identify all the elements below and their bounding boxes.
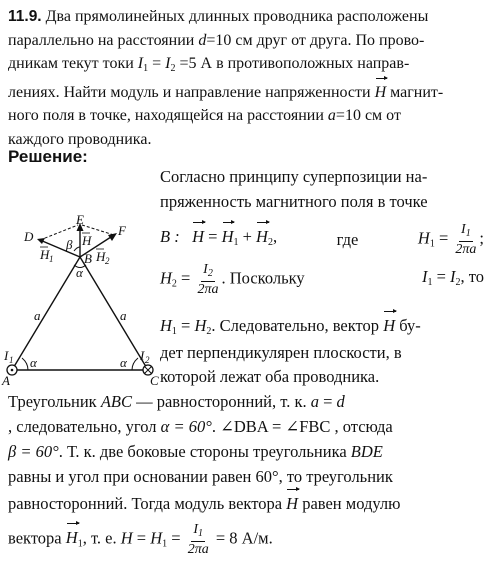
- problem-line-1: 11.9. Два прямолинейных длинных проводника расположены: [8, 8, 429, 25]
- label-h2: H: [96, 249, 106, 264]
- problem-line-4: лениях. Найти модуль и направление напряженности H магнит-: [8, 81, 484, 105]
- svg-text:2: 2: [145, 355, 150, 365]
- problem-line-3: дникам текут токи $I_1 = I_2 =5$ А в противоположных направ-: [8, 55, 410, 75]
- problem-number: 11.9.: [8, 8, 42, 25]
- fraction-h1: $\frac{I_1}{2\pi a}$: [455, 222, 477, 257]
- label-i1: I: [4, 348, 9, 363]
- solution-line-13: вектора $H_1$, т. е. $H = H_1$ = $\frac{I_1}{2\pi a}$ = 8 А/м.: [8, 522, 273, 557]
- problem-line-6: каждого проводника.: [8, 130, 152, 148]
- solution-line-7: которой лежат оба проводника.: [160, 367, 380, 386]
- angle-arc-a: [22, 358, 28, 370]
- solution-line-9: , следовательно, угол α = 60°. ∠DBA = ∠FBC , отсюда: [8, 417, 393, 436]
- solution-line-4: $H_2$ = $\frac{I_2}{2\pi a}$ . Поскольку $I_1 = I_2$, то: [160, 262, 484, 297]
- conductor-a-dot: [11, 369, 14, 372]
- label-beta: β: [66, 237, 73, 252]
- solution-line-8: Треугольник ABC — равносторонний, т. к. a = d: [8, 392, 345, 411]
- vector-h: H: [375, 81, 387, 105]
- problem-line-5: ного поля в точке, находящейся на расстоянии a=10 см от: [8, 107, 401, 125]
- label-h: H: [82, 233, 92, 248]
- label-alpha-a: α: [30, 355, 37, 370]
- label-c: C: [150, 373, 159, 388]
- angle-arc-beta: [74, 247, 80, 251]
- solution-line-12: равносторонний. Тогда модуль вектора H равен модулю: [8, 492, 484, 516]
- solution-line-6: дет перпендикулярен плоскости, в: [160, 343, 402, 362]
- label-e: E: [76, 215, 84, 227]
- solution-line-11: равны и угол при основании равен 60°, то треугольник: [8, 467, 393, 486]
- fraction-h2: $\frac{I_2}{2\pi a}$: [197, 262, 219, 297]
- label-i2: I: [140, 348, 145, 363]
- side-ab: [12, 257, 80, 370]
- solution-line-5: $H_1 = H_2$. Следовательно, вектор H бу-: [160, 316, 421, 337]
- triangle-diagram: [0, 215, 160, 390]
- side-bc: [80, 257, 148, 370]
- label-f: F: [118, 223, 126, 238]
- solution-line-10: β = 60°. Т. к. две боковые стороны треугольника BDE: [8, 442, 383, 461]
- label-a-left: a: [34, 308, 41, 323]
- label-a: A: [2, 373, 10, 388]
- label-b: B: [84, 251, 92, 266]
- svg-text:1: 1: [9, 355, 14, 365]
- label-h1: H: [40, 247, 50, 262]
- angle-arc-c: [132, 358, 138, 370]
- solution-title: Решение:: [8, 147, 88, 166]
- solution-line-2: пряженность магнитного поля в точке: [160, 192, 428, 211]
- solution-line-3: B : $H = H_1 + H_2$, где $H_1$ = $\frac{I_1}{2\pi a}$ ;: [160, 222, 484, 257]
- problem-statement: [8, 5, 484, 152]
- label-alpha-c: α: [120, 355, 127, 370]
- fraction-result: $\frac{I_1}{2\pi a}$: [187, 522, 209, 557]
- label-d: D: [24, 229, 34, 244]
- problem-line-2: параллельно на расстоянии d=10 см друг от друга. По прово-: [8, 31, 425, 49]
- label-a-right: a: [120, 308, 127, 323]
- svg-text:1: 1: [49, 254, 54, 264]
- svg-text:2: 2: [105, 256, 110, 266]
- label-alpha-b: α: [76, 265, 83, 280]
- solution-line-1: Согласно принципу суперпозиции на-: [160, 167, 428, 186]
